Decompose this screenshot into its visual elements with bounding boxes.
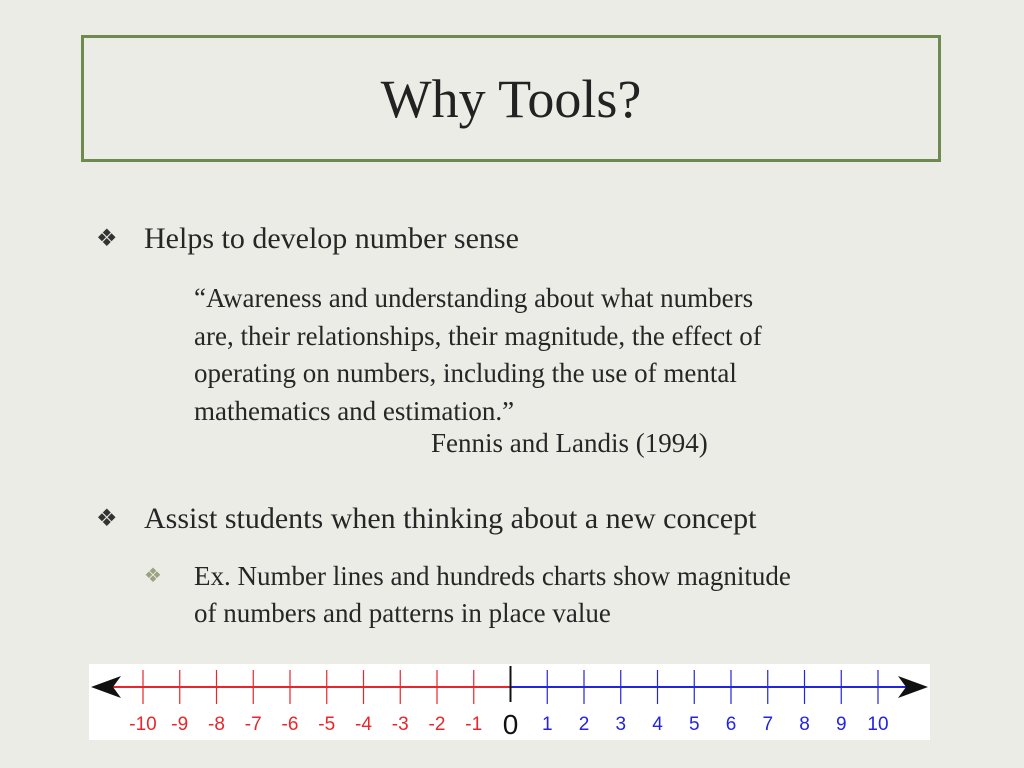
tick-label: 5 bbox=[688, 714, 700, 735]
tick-label: 10 bbox=[867, 714, 889, 735]
bullet-number-sense bbox=[96, 222, 519, 256]
tick-label: -3 bbox=[391, 714, 409, 735]
title-box bbox=[81, 35, 941, 162]
tick-label: -6 bbox=[281, 714, 299, 735]
tick-label: -5 bbox=[318, 714, 336, 735]
number-line bbox=[89, 664, 930, 740]
diamond-bullet-icon: ❖ bbox=[96, 506, 118, 532]
quote-line: “Awareness and understanding about what numbers bbox=[194, 283, 754, 313]
tick-label: -8 bbox=[208, 714, 225, 735]
tick-label: 0 bbox=[502, 709, 519, 740]
tick-label: -10 bbox=[129, 714, 157, 735]
quote-block bbox=[194, 280, 914, 430]
bullet-text: Helps to develop number sense bbox=[144, 222, 519, 255]
tick-label: -2 bbox=[428, 714, 446, 735]
quote-line: are, their relationships, their magnitude, the effect of bbox=[194, 320, 762, 351]
quote-line: operating on numbers, including the use of mental bbox=[194, 358, 737, 388]
sub-bullet-example bbox=[144, 558, 791, 632]
sub-bullet-line: of numbers and patterns in place value bbox=[194, 598, 611, 628]
tick-label: -7 bbox=[244, 714, 262, 735]
tick-label: -1 bbox=[465, 714, 483, 735]
quote-citation: Fennis and Landis (1994) bbox=[431, 428, 708, 458]
slide-title: Why Tools? bbox=[380, 68, 642, 129]
tick-label: 8 bbox=[799, 714, 810, 735]
bullet-text: Assist students when thinking about a new concept bbox=[144, 502, 757, 535]
tick-label: -4 bbox=[355, 714, 372, 735]
bullet-new-concept bbox=[96, 502, 757, 536]
tick-label: 1 bbox=[541, 714, 553, 735]
diamond-bullet-icon: ❖ bbox=[96, 226, 118, 252]
tick-label: 7 bbox=[762, 714, 774, 735]
tick-label: 9 bbox=[835, 714, 847, 735]
sub-bullet-line: Ex. Number lines and hundreds charts show magnitude bbox=[194, 561, 791, 591]
tick-label: 4 bbox=[652, 714, 663, 735]
tick-label: -9 bbox=[171, 714, 189, 735]
tick-label: 2 bbox=[578, 714, 590, 735]
tick-label: 6 bbox=[725, 714, 737, 735]
tick-label: 3 bbox=[615, 714, 627, 735]
diamond-sub-bullet-icon: ❖ bbox=[144, 565, 162, 587]
quote-line: mathematics and estimation.” bbox=[194, 395, 515, 426]
number-line-image bbox=[89, 664, 930, 740]
